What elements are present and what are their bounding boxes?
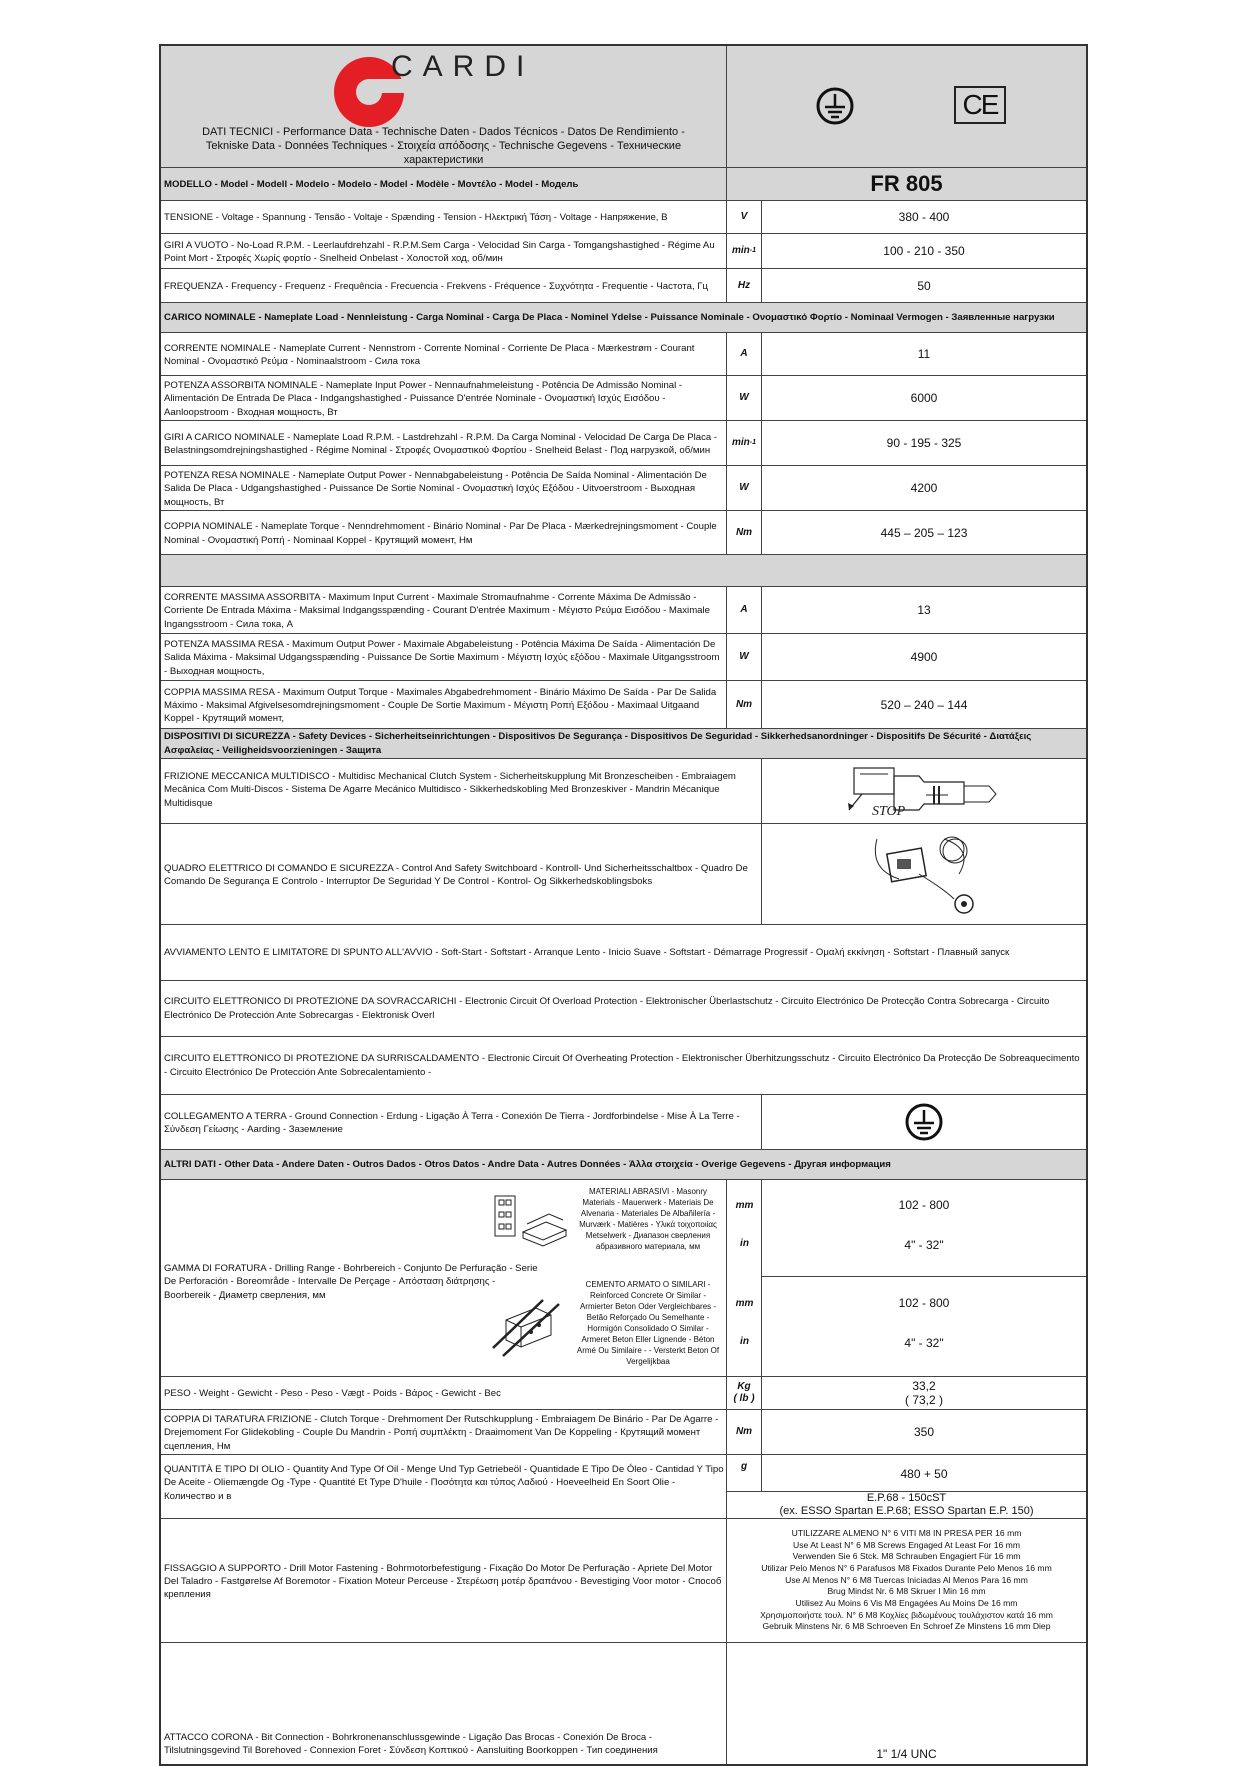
- spec-row-voltage: [161, 201, 1086, 234]
- spec-label: COPPIA MASSIMA RESA - Maximum Output Torque - Maximales Abgabedrehmoment - Binário Máximo De Saída - Par De Salida Máximo - Maksimal Afgivelsesomdrejningsmoment - Couple De Sortie Maximum - Μέγιστη Ροπή Εξόδου - Maximaal Uitgaand Koppel - Крутящий момент,: [164, 686, 717, 725]
- safety-row-switchboard: [161, 824, 1086, 925]
- oil-value: 480 + 50: [761, 1455, 1086, 1492]
- spec-value: 4200: [761, 466, 1086, 510]
- logo-text: CARDI: [391, 50, 535, 83]
- other-header-row: [161, 1150, 1086, 1180]
- safety-label: CIRCUITO ELETTRONICO DI PROTEZIONE DA SURRISCALDAMENTO - Electronic Circuit Of Overheating Protection - Elektronischer Überhitzungsschutz - Circuito Electrónico Da Protecção De Sobreaquecimento - Circuito Electrónico De Protección Ante Sobrecalentamiento -: [164, 1053, 1080, 1078]
- earth-ground-icon: [815, 86, 855, 126]
- fastening-line: UTILIZZARE ALMENO N° 6 VITI M8 IN PRESA PER 16 mm: [791, 1527, 1022, 1538]
- spec-value: 11: [761, 333, 1086, 375]
- spec-value: 13: [761, 587, 1086, 633]
- header-right: [726, 46, 1086, 167]
- concrete-mm-value: 102 - 800: [898, 1296, 950, 1310]
- spec-unit: Hz: [726, 269, 761, 302]
- earth-ground-icon: [904, 1102, 944, 1142]
- header-left: [161, 46, 726, 167]
- model-value: FR 805: [726, 168, 1086, 200]
- spec-value: 90 - 195 - 325: [761, 421, 1086, 465]
- spec-label: POTENZA RESA NOMINALE - Nameplate Output Power - Nennabgabeleistung - Potência De Saída Nominal - Alimentación De Salida De Placa - Udgangshastighed - Puissance De Sortie Nominal - Ονομαστική Ισχύς Εξόδου - Uitvoerstroom - Выходная мощность, Вт: [164, 470, 707, 508]
- clutch-illustration: [761, 759, 1086, 823]
- masonry-in-value: 4" - 32": [904, 1238, 944, 1252]
- model-row: [161, 168, 1086, 201]
- spec-value: 445 – 205 – 123: [761, 511, 1086, 554]
- oil-type-line2: (ex. ESSO Spartan E.P.68; ESSO Spartan E.P. 150): [779, 1504, 1034, 1517]
- drilling-label: GAMMA DI FORATURA - Drilling Range - Bohrbereich - Conjunto De Perfuração - Serie De Perforación - Boreområde - Intervalle De Perçage - Απόσταση διάτρησης - Boorbereik - Диаметр сверления, мм: [164, 1263, 538, 1301]
- ground-icon-cell: [761, 1095, 1086, 1149]
- clutch-stop-icon: [824, 764, 1024, 819]
- spec-label: GIRI A CARICO NOMINALE - Nameplate Load R.P.M. - Lastdrehzahl - R.P.M. Da Carga Nominal - Velocidad De Carga De Placa - Belastningsomdrejningshastighed - Régime Nominal - Στροφές Ονομαστικού Φορτίου - Snelheid Belast - Под нагрузкой, об/мин: [164, 431, 718, 456]
- spec-label: POTENZA ASSORBITA NOMINALE - Nameplate Input Power - Nennaufnahmeleistung - Potência De Admissão Nominal - Alimentación De Entrada De Placa - Indgangshastighed - Puissance D'entrée Nominale - Ονομαστική Ισχύς Εισόδου - Aanloopstroom - Входная мощность, Вт: [164, 380, 683, 418]
- spec-unit: min: [731, 437, 750, 448]
- spec-row-max-output-power: [161, 634, 1086, 681]
- oil-type-line1: E.P.68 - 150cST: [866, 1492, 947, 1504]
- spec-value: 6000: [761, 376, 1086, 420]
- fastening-row: [161, 1519, 1086, 1643]
- weight-row: [161, 1377, 1086, 1410]
- oil-row: [161, 1455, 1086, 1519]
- spec-value: 4900: [761, 634, 1086, 680]
- spec-value: 380 - 400: [761, 201, 1086, 233]
- ce-mark: CE: [954, 86, 1006, 124]
- oil-unit: g: [726, 1455, 761, 1492]
- spec-unit: V: [726, 201, 761, 233]
- oil-type: [726, 1491, 1086, 1518]
- model-label: MODELLO - Model - Modell - Modelo - Modelo - Model - Modèle - Μοντέλο - Model - Модель: [164, 179, 579, 191]
- drilling-units: [726, 1180, 762, 1376]
- masonry-bricks-icon: [491, 1192, 571, 1252]
- spec-unit: A: [726, 587, 761, 633]
- fastening-line: Utilisez Au Moins 6 Vis M8 Engagées Au Moins De 16 mm: [795, 1598, 1018, 1609]
- safety-header-row: [161, 729, 1086, 759]
- spec-value: 100 - 210 - 350: [761, 234, 1086, 268]
- other-header: ALTRI DATI - Other Data - Andere Daten - Outros Dados - Otros Datos - Andre Data - Autres Données - Άλλα στοιχεία - Overige Gegevens - Другая информация: [164, 1158, 891, 1170]
- spec-unit: W: [726, 466, 761, 510]
- fastening-line: Use Al Menos N° 6 M8 Tuercas Iniciadas Al Menos Para 16 mm: [785, 1574, 1028, 1585]
- spec-unit-sup: -1: [749, 247, 756, 254]
- datasheet: [159, 44, 1088, 1766]
- spec-row-nominal-current: [161, 333, 1086, 376]
- spec-row-noload-rpm: [161, 234, 1086, 269]
- safety-row-clutch: [161, 759, 1086, 824]
- fastening-line: Gebruik Minstens Nr. 6 M8 Schroeven En Schroef Ze Minstens 16 mm Diep: [762, 1621, 1051, 1632]
- nominal-header: CARICO NOMINALE - Nameplate Load - Nennleistung - Carga Nominal - Carga De Placa - Nominel Ydelse - Puissance Nominale - Ονομαστικό Φορτίο - Nominaal Vermogen - Заявленные нагрузки: [164, 311, 1055, 323]
- masonry-mm-value: 102 - 800: [898, 1198, 950, 1212]
- clutch-torque-label: COPPIA DI TARATURA FRIZIONE - Clutch Torque - Drehmoment Der Rutschkupplung - Embraiagem De Binário - Par De Agarre - Drejemoment For Glidekobling - Couple Du Mandrin - Ροπή συμπλέκτη - Draaimoment Van De Koppeling - Крутящий момент сцепления, Нм: [164, 1414, 719, 1452]
- oil-label: QUANTITÀ E TIPO DI OLIO - Quantity And Type Of Oil - Menge Und Typ Getriebeöl - Quantidade E Tipo De Óleo - Cantidad Y Tipo De Aceite - Oliemængde Og -Type - Quantité Et Type D'huile - Ποσότητα και τύπος Λαδιού - Hoeveelheid En Soort Olie - Количество и в: [164, 1464, 724, 1502]
- spec-row-nominal-rpm: [161, 421, 1086, 466]
- drilling-row: [161, 1180, 1086, 1377]
- safety-label: QUADRO ELETTRICO DI COMANDO E SICUREZZA - Control And Safety Switchboard - Kontroll- Und Sicherheitsschaltbox - Quadro De Comando De Segurança E Controlo - Interruptor De Seguridad Y De Control - Kontrol- Og Sikkerhedskoblingsboks: [164, 862, 748, 887]
- spec-row-nominal-input-power: [161, 376, 1086, 421]
- safety-row-softstart: [161, 925, 1086, 981]
- spec-unit: A: [726, 333, 761, 375]
- safety-row-overheating: [161, 1037, 1086, 1095]
- stop-text: STOP: [872, 803, 906, 819]
- spec-unit: W: [726, 376, 761, 420]
- header-row: [161, 46, 1086, 168]
- spec-label: TENSIONE - Voltage - Spannung - Tensão - Voltaje - Spænding - Tension - Ηλεκτρική Τάση - Voltage - Напряжение, В: [164, 212, 668, 224]
- spec-row-frequency: [161, 269, 1086, 303]
- bit-connection-value: 1" 1/4 UNC: [726, 1643, 1086, 1764]
- reinforced-concrete-icon: [491, 1290, 571, 1360]
- spec-unit: Nm: [726, 681, 761, 728]
- unit-in: in: [740, 1238, 749, 1249]
- fastening-instructions: [726, 1519, 1086, 1642]
- spec-row-max-torque: [161, 681, 1086, 729]
- weight-lb-value: ( 73,2 ): [904, 1393, 943, 1407]
- concrete-in-value: 4" - 32": [904, 1336, 944, 1350]
- concrete-text: CEMENTO ARMATO O SIMILARI - Reinforced Concrete Or Similar - Armierter Beton Oder Vergleichbares - Betão Reforçado Ou Semelhante - Hormigón Consolidado O Similar - Armeret Beton Eller Lignende - Béton Armé Ou Similaire - - Versterkt Beton Of Vergelijkbaa: [576, 1280, 720, 1366]
- drilling-values: [761, 1180, 1086, 1376]
- switchboard-illustration: [761, 824, 1086, 924]
- clutch-torque-row: [161, 1410, 1086, 1455]
- bit-connection-label: ATTACCO CORONA - Bit Connection - Bohrkronenanschlussgewinde - Ligação Das Brocas - Conexión De Broca - Tilslutningsgevind Til Borehoved - Connexion Foret - Σύνδεση Κοπτικού - Aansluiting Boorkoppen - Тип соединения: [164, 1732, 658, 1757]
- safety-label: FRIZIONE MECCANICA MULTIDISCO - Multidisc Mechanical Clutch System - Sicherheitskupplung Mit Bronzescheiben - Embraiagem Mecânica Com Multi-Discos - Sistema De Agarre Mecánico Multidisco - Sikkerhedskobling Med Bronzeskiver - Mandrin Mécanique Multidisque: [164, 771, 736, 809]
- clutch-torque-value: 350: [761, 1410, 1086, 1454]
- weight-unit-kg: Kg: [737, 1381, 751, 1392]
- weight-unit-lb: ( lb ): [733, 1393, 755, 1404]
- spec-value: 520 – 240 – 144: [761, 681, 1086, 728]
- spec-value: 50: [761, 269, 1086, 302]
- spec-label: GIRI A VUOTO - No-Load R.P.M. - Leerlaufdrehzahl - R.P.M.Sem Carga - Velocidad Sin Carga - Tomgangshastighed - Régime Au Point Mort - Στροφές Χωρίς φορτίο - Snelheid Onbelast - Холостой ход, об/мин: [164, 239, 715, 264]
- masonry-materials-text: MATERIALI ABRASIVI - Masonry Materials - Mauerwerk - Materiais De Alvenaria - Materiales De Albañilería - Murværk - Matières - Υλικά τοιχοποιίας Metselwerk - Диапазон сверления абразивного материала, мм: [579, 1187, 717, 1251]
- unit-in: in: [740, 1336, 749, 1347]
- safety-header: DISPOSITIVI DI SICUREZZA - Safety Devices - Sicherheitseinrichtungen - Dispositivos De Segurança - Dispositivos De Seguridad - Sikkerhedsanordninger - Dispositifs De Sécurité - Διατάξεις Ασφαλείας - Veiligheidsvoorzieningen - Защита: [164, 731, 1032, 756]
- blank-header-row: [161, 555, 1086, 587]
- spec-label: POTENZA MASSIMA RESA - Maximum Output Power - Maximale Abgabeleistung - Potência Máxima De Saída - Alimentación De Salida Máxima - Maksimal Udgangsspænding - Puissance De Sortie Maximum - Μέγιστη Ισχύς εξόδου - Maximale Uitgangsstroom - Выходная мощность,: [164, 639, 720, 677]
- spec-row-nominal-output-power: [161, 466, 1086, 511]
- nominal-header-row: [161, 303, 1086, 333]
- fastening-line: Χρησιμοποιήστε τουλ. N° 6 M8 Κοχλίες βιδωμένους τουλάχιστον κατά 16 mm: [760, 1609, 1053, 1620]
- spec-unit: min: [731, 245, 750, 256]
- fastening-label: FISSAGGIO A SUPPORTO - Drill Motor Fastening - Bohrmotorbefestigung - Fixação Do Motor De Perfuração - Apriete Del Motor Del Taladro - Fastgørelse Af Boremotor - Fixation Moteur Perceuse - Στερέωση μοτέρ δραπάνου - Bevestiging Voor motor - Способ крепления: [164, 1562, 722, 1601]
- spec-unit: Nm: [726, 511, 761, 554]
- safety-row-ground: [161, 1095, 1086, 1150]
- unit-mm: mm: [735, 1298, 754, 1309]
- spec-label: CORRENTE MASSIMA ASSORBITA - Maximum Input Current - Maximale Stromaufnahme - Corrente Máxima De Admissão - Corriente De Entrada Máxima - Maksimal Indgangsspænding - Courant D'entrée Maximum - Μέγιστο Ρεύμα Εισόδου - Maximale Ingangsstroom - Сила тока, А: [164, 592, 710, 630]
- spec-row-max-current: [161, 587, 1086, 634]
- weight-kg-value: 33,2: [912, 1379, 936, 1393]
- spec-label: FREQUENZA - Frequency - Frequenz - Frequência - Frecuencia - Frekvens - Fréquence - Συχνότητα - Frequentie - Частота, Гц: [164, 280, 708, 292]
- bit-connection-row: [161, 1643, 1086, 1764]
- spec-label: COPPIA NOMINALE - Nameplate Torque - Nenndrehmoment - Binário Nominal - Par De Placa - Mærkedrejningsmoment - Couple Nominal - Ονομαστική Ροπή - Nominaal Koppel - Крутящий момент, Нм: [164, 521, 717, 546]
- safety-label: AVVIAMENTO LENTO E LIMITATORE DI SPUNTO ALL'AVVIO - Soft-Start - Softstart - Arranque Lento - Inicio Suave - Softstart - Démarrage Progressif - Ομαλή εκκίνηση - Softstart - Плавный запуск: [164, 946, 1010, 958]
- fastening-line: Use At Least N° 6 M8 Screws Engaged At Least For 16 mm: [793, 1539, 1020, 1550]
- safety-row-overload: [161, 981, 1086, 1037]
- spec-row-nominal-torque: [161, 511, 1086, 555]
- weight-label: PESO - Weight - Gewicht - Peso - Peso - Vægt - Poids - Βάρος - Gewicht - Вес: [164, 1388, 501, 1400]
- spec-unit: W: [726, 634, 761, 680]
- spec-unit-sup: -1: [749, 439, 756, 446]
- header-title: DATI TECNICI - Performance Data - Technische Daten - Dados Técnicos - Datos De Rendimiento - Tekniske Data - Données Techniques - Στοιχεία απόδοσης - Technische Gegevens - Технические характеристики: [202, 126, 685, 166]
- clutch-torque-unit: Nm: [726, 1410, 761, 1454]
- fastening-line: Verwenden Sie 6 Stck. M8 Schrauben Engagiert Für 16 mm: [792, 1551, 1021, 1562]
- spec-label: CORRENTE NOMINALE - Nameplate Current - Nennstrom - Corrente Nominal - Corriente De Placa - Mærkestrøm - Courant Nominal - Ονομαστικό Ρεύμα - Nominaalstroom - Сила тока: [164, 342, 695, 367]
- safety-label: CIRCUITO ELETTRONICO DI PROTEZIONE DA SOVRACCARICHI - Electronic Circuit Of Overload Protection - Elektronischer Überlastschutz - Circuito Electrónico De Protecção Contra Sobrecarga - Circuito Electrónico De Protección Ante Sobrecargas - Elektronisk Overl: [164, 996, 1050, 1021]
- fastening-line: Utilizar Pelo Menos N° 6 Parafusos M8 Fixados Durante Pelo Menos 16 mm: [761, 1562, 1052, 1573]
- safety-label: COLLEGAMENTO A TERRA - Ground Connection - Erdung - Ligação À Terra - Conexión De Tierra - Jordforbindelse - Mise À La Terre - Σύνδεση Γείωσης - Aarding - Заземление: [164, 1110, 740, 1135]
- switchboard-icon: [849, 829, 999, 919]
- fastening-line: Brug Mindst Nr. 6 M8 Skruer I Min 16 mm: [827, 1586, 986, 1597]
- unit-mm: mm: [735, 1200, 754, 1211]
